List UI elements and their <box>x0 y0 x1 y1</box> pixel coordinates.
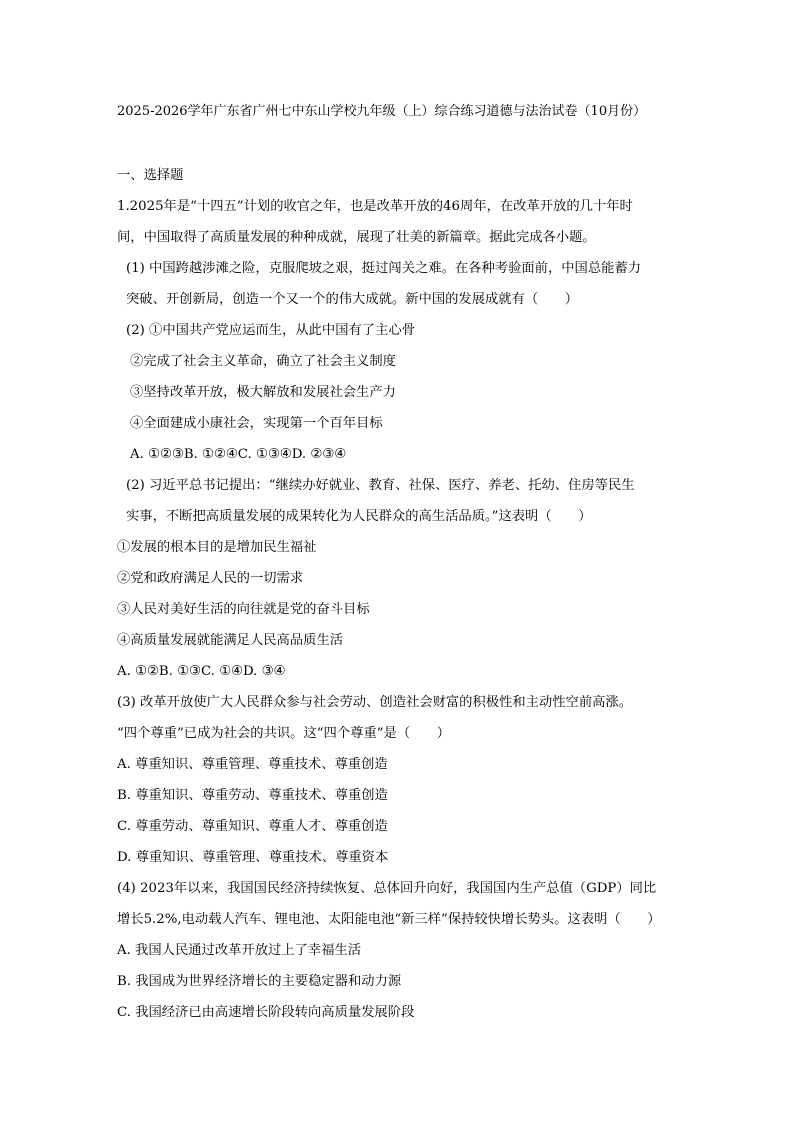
q1-sub1-line2: 突破、开创新局，创造一个又一个的伟大成就。新中国的发展成就有（ ） <box>126 292 579 307</box>
q1-sub4-option-b: B. 我国成为世界经济增长的主要稳定器和动力源 <box>117 974 402 989</box>
q1-sub1-options: A. ①②③B. ①②④C. ①③④D. ②③④ <box>130 447 347 462</box>
q1-sub2-item2: ②党和政府满足人民的一切需求 <box>117 571 304 586</box>
q1-sub2-item3: ③人民对美好生活的向往就是党的奋斗目标 <box>117 602 370 617</box>
q1-sub1-item3: ③坚持改革开放，极大解放和发展社会生产力 <box>130 385 396 400</box>
q1-sub4-option-c: C. 我国经济已由高速增长阶段转向高质量发展阶段 <box>117 1005 415 1020</box>
q1-sub3-option-b: B. 尊重知识、尊重劳动、尊重技术、尊重创造 <box>117 788 388 803</box>
q1-sub2-line2: 实事，不断把高质量发展的成果转化为人民群众的高生活品质。”这表明（ ） <box>126 509 592 524</box>
q1-sub3-option-c: C. 尊重劳动、尊重知识、尊重人才、尊重创造 <box>117 819 388 834</box>
q1-sub3-option-d: D. 尊重知识、尊重管理、尊重技术、尊重资本 <box>117 850 389 865</box>
q1-sub2-options: A. ①②B. ①③C. ①④D. ③④ <box>117 664 286 679</box>
q1-sub2-item4: ④高质量发展就能满足人民高品质生活 <box>117 633 344 648</box>
q1-stem-line2: 间，中国取得了高质量发展的种种成就，展现了壮美的新篇章。据此完成各小题。 <box>117 230 596 245</box>
section-heading: 一、选择题 <box>117 168 184 183</box>
q1-sub3-line2: “四个尊重”已成为社会的共识。这“四个尊重”是（ ） <box>117 726 451 741</box>
exam-title: 2025-2026学年广东省广州七中东山学校九年级（上）综合练习道德与法治试卷（10月份） <box>117 104 647 119</box>
q1-sub4-line2: 增长5.2%,电动载人汽车、锂电池、太阳能电池“新三样”保持较快增长势头。这表明（ ） <box>117 912 661 927</box>
q1-sub1-item4: ④全面建成小康社会，实现第一个百年目标 <box>130 416 383 431</box>
q1-sub4-option-a: A. 我国人民通过改革开放过上了幸福生活 <box>117 943 362 958</box>
q1-sub2-line1: (2) 习近平总书记提出：“继续办好就业、教育、社保、医疗、养老、托幼、住房等民生 <box>126 478 635 493</box>
q1-sub4-line1: (4) 2023年以来，我国国民经济持续恢复、总体回升向好，我国国内生产总值（GDP）同比 <box>117 881 657 896</box>
q1-sub2-item1: ①发展的根本目的是增加民生福祉 <box>117 540 317 555</box>
q1-sub3-option-a: A. 尊重知识、尊重管理、尊重技术、尊重创造 <box>117 757 388 772</box>
q1-sub1-item2: ②完成了社会主义革命，确立了社会主义制度 <box>130 354 396 369</box>
q1-sub1-line1: (1) 中国跨越涉滩之险，克服爬坡之艰，挺过闯关之难。在各种考验面前，中国总能蓄力 <box>126 261 642 276</box>
q1-sub3-line1: (3) 改革开放使广大人民群众参与社会劳动、创造社会财富的积极性和主动性空前高涨。 <box>117 695 633 710</box>
q1-stem-line1: 1.2025年是“十四五”计划的收官之年，也是改革开放的46周年，在改革开放的几十年时 <box>117 199 633 214</box>
q1-sub1-item1: (2) ①中国共产党应运而生，从此中国有了主心骨 <box>126 323 415 338</box>
